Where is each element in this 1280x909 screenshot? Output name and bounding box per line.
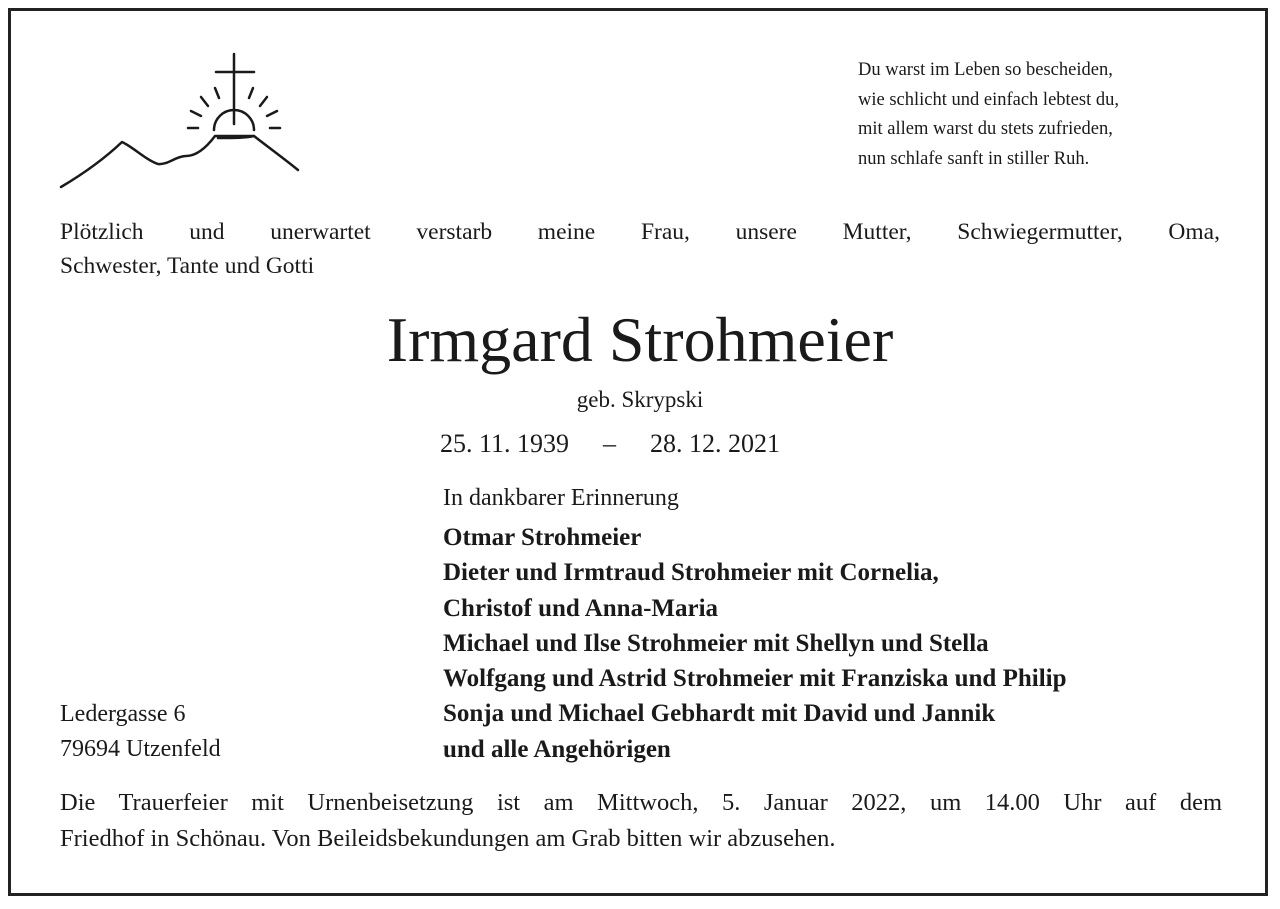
birth-date: 25. 11. 1939 (440, 429, 570, 458)
funeral-line: Die Trauerfeier mit Urnenbeisetzung ist am Mittwoch, 5. Januar 2022, um 14.00 Uhr auf dem (60, 789, 1222, 816)
mourner-entry: Sonja und Michael Gebhardt mit David und Jannik (443, 700, 996, 728)
address-city: 79694 Utzenfeld (60, 736, 221, 762)
birth-name: geb. Skrypski (576, 387, 704, 412)
poem-line: mit allem warst du stets zufrieden, (858, 119, 1113, 139)
intro-text (60, 215, 1220, 283)
mourner-entry: und alle Angehörigen (443, 735, 671, 763)
funeral-line: Friedhof in Schönau. Von Beileidsbekundungen am Grab bitten wir abzusehen. (60, 825, 836, 852)
death-date: 28. 12. 2021 (650, 429, 781, 458)
funeral-info (60, 785, 1222, 857)
poem-line: nun schlafe sanft in stiller Ruh. (858, 148, 1090, 169)
life-dates (440, 424, 780, 464)
poem (858, 56, 1119, 174)
poem-line: Du warst im Leben so bescheiden, (858, 60, 1113, 80)
intro-line: Plötzlich und unerwartet verstarb meine Frau, unsere Mutter, Schwiegermutter, Oma, (60, 219, 1220, 245)
mourner-entry: Dieter und Irmtraud Strohmeier mit Cornelia, (443, 559, 939, 587)
address (60, 697, 221, 767)
mountain-cross-sunrise-icon (58, 52, 303, 192)
mourner-entry: Christof und Anna-Maria (443, 594, 719, 622)
mourner-entry: Wolfgang und Astrid Strohmeier mit Franziska und Philip (443, 665, 1067, 693)
intro-line: Schwester, Tante und Gotti (60, 253, 315, 279)
deceased-name: Irmgard Strohmeier (386, 304, 894, 375)
mourner-entry: Otmar Strohmeier (443, 524, 642, 551)
mourner-entry: Michael und Ilse Strohmeier mit Shellyn und Stella (443, 629, 989, 657)
address-street: Ledergasse 6 (60, 701, 186, 727)
mourners-heading: In dankbarer Erinnerung (443, 485, 679, 511)
mourners-list (443, 520, 1067, 767)
poem-line: wie schlicht und einfach lebtest du, (858, 89, 1119, 110)
date-separator: – (603, 429, 617, 458)
